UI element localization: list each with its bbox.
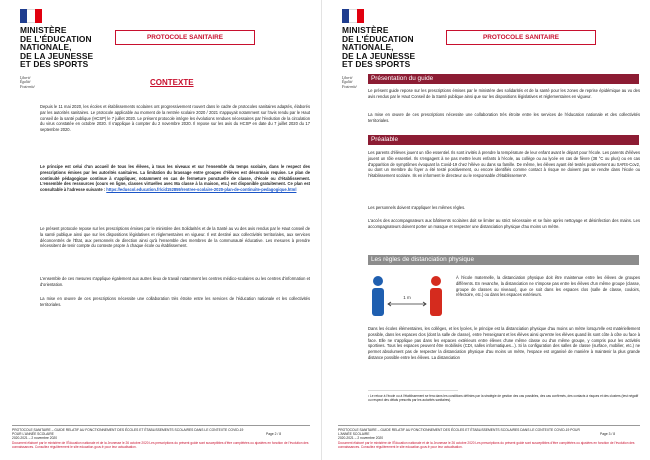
ministry-line: DE L'ÉDUCATION [342, 33, 414, 44]
document-notice: Document élaboré par le ministère de l'Éducation nationale et de la Jeunesse le 26 octobre 2020 Les prescriptions du présent guide sont susceptibles d'être complétées ou ajustées en fonction de l'évolution des connaissances. Consultez régulièrement le site education.gouv.fr pour leur actualisation. [12, 441, 309, 449]
person-blue-icon [372, 276, 384, 316]
footer-rule [338, 425, 640, 426]
distance-label: 1 m [403, 295, 411, 300]
ministry-line: NATIONALE, [342, 42, 394, 53]
footer-line: 2020-2021 – 2 novembre 2020 [12, 436, 58, 440]
document-notice: Document élaboré par le ministère de l'Éducation nationale et de la Jeunesse le 26 octobre 2020 Les prescriptions du présent guide sont susceptibles d'être complétées ou ajustées en fonction de l'évolution des connaissances. Consultez régulièrement le site education.gouv.fr pour leur actualisation. [338, 441, 635, 449]
french-flag-icon [342, 9, 364, 23]
footnote: ¹ Le retour à l'école ou à l'établissement se fera dans les conditions définies par la stratégie de gestion des cas possibles, des cas confirmés, des contacts à risques et des clusters (test négatif ou respect des délais prescrits par les autorités sanitaires). [368, 394, 639, 402]
page-number: Page 2 / 8 [266, 432, 282, 436]
paragraph: À l'école maternelle, la distanciation physique doit être maintenue entre les élèves de groupes différents. En revanche, la distanciation ne s'impose pas entre les élèves d'un même groupe (classe, groupe de classes ou niveaux), que ce soit dans les espaces clos (salle de classe, couloirs, réfectoire, etc.) ou dans les espaces extérieurs. [456, 275, 640, 298]
page-number: Page 3 / 8 [600, 432, 616, 436]
paragraph: Les personnels doivent s'appliquer les mêmes règles. [368, 205, 466, 210]
paragraph: La mise en œuvre de ces prescriptions nécessite une collaboration très étroite entre les services de l'éducation nationale et des collectivités territoriales. [368, 112, 640, 123]
paragraph: L'accès des accompagnateurs aux bâtiments scolaires doit se limiter au strict nécessaire et se faire après nettoyage et désinfection des mains. Les accompagnateurs doivent porter un masque et respecter une distanciation physique d'au moins un mètre. [368, 218, 640, 229]
continuity-link[interactable]: https://eduscol.education.fr/cid152859/rentree-scolaire-2020-plan-de-continuite-pedagogique.html [106, 187, 297, 193]
paragraph-text: Les parents d'élèves jouent un rôle essentiel. Ils s'engagent à ne pas mettre leurs enfants à l'école, au collège ou au lycée en cas de fièvre (38 °C ou plus) ou en cas d'apparition de symptômes évoquant la Covid-19 chez l'élève ou dans sa famille. De même, les élèves ayant été testés positivement au SARS-Cov2, ou dont un membre du foyer a été testé positivement, ou encore identifiés comme contact à risque ne doivent pas se rendre dans l'école ou l'établissement scolaire. Ils en informent le directeur ou le responsable d'établissement¹. [368, 150, 640, 179]
footer [338, 428, 583, 440]
motto [342, 76, 357, 89]
protocol-label: PROTOCOLE SANITAIRE [446, 30, 596, 45]
french-flag-icon [20, 9, 42, 23]
motto-line: Liberté [342, 76, 353, 80]
ministry-line: NATIONALE, [20, 42, 72, 53]
page-2 [0, 0, 322, 460]
paragraph-text: Les parents d'élèves jouent un rôle essentiel. Ils sont invités à prendre la température de leur enfant avant le départ pour l'école. [368, 150, 602, 155]
section-header: Les règles de distanciation physique [368, 255, 639, 265]
footer-line: PROTOCOLE SANITAIRE – GUIDE RELATIF AU FONCTIONNEMENT DES ÉCOLES ET ÉTABLISSEMENTS SCOLAIRES DANS LE CONTEXTE COVID-19 POUR L'ANNÉE SCOLAIRE [338, 428, 580, 436]
motto-line: Fraternité [342, 84, 357, 89]
paragraph-text: Le principe est celui d'un accueil de tous les élèves, à tous les niveaux et sur l'ensemble du temps scolaire, dans le respect des prescriptions émises par les autorités sanitaires. La limitation du brassage entre groupes d'élèves est désormais requise. Le plan de continuité pédagogique continue à s'appliquer, notamment en cas de fermeture ponctuelle de classe, d'école ou d'établissement. L'ensemble des ressources (cours en ligne, classes virtuelles avec Ma classe à la maison, etc.) est disponible gratuitement. Ce plan est consultable à l'adresse suivante : [40, 164, 310, 193]
paragraph: La mise en œuvre de ces prescriptions nécessite une collaboration très étroite entre les services de l'éducation nationale et les collectivités territoriales. [40, 296, 310, 307]
distance-illustration [368, 274, 448, 318]
paragraph: Le présent guide repose sur les prescriptions émises par le ministère des solidarités et de la santé pour les zones de reprise épidémique au vu des avis rendus par le Haut Conseil de la Santé publique ainsi que sur les dispositions législatives et réglementaires en vigueur. [368, 88, 640, 99]
ministry-logo-text [342, 26, 415, 69]
section-header: Présentation du guide [368, 74, 639, 84]
ministry-line: MINISTÈRE [342, 25, 389, 35]
ministry-line: DE LA JEUNESSE [20, 50, 94, 61]
footer-line: 2020-2021 – 2 novembre 2020 [338, 436, 384, 440]
ministry-line: ET DES SPORTS [20, 59, 89, 70]
ministry-line: DE L'ÉDUCATION [20, 33, 92, 44]
motto [20, 76, 35, 89]
ministry-logo-text [20, 26, 93, 69]
paragraph: Depuis le 11 mai 2020, les écoles et établissements scolaires ont progressivement rouvert dans le cadre de protocoles sanitaires adaptés, élaborés par les autorités sanitaires. Le protocole applicable au moment de la rentrée scolaire 2020 / 2021 s'appuyait notamment sur l'avis rendu par le Haut conseil de la santé publique (HCSP) le 7 juillet 2020. Le présent protocole intègre les évolutions rendues nécessaires par l'évolution de la circulation du virus constatée en octobre 2020. Il s'applique à compter du 2 novembre 2020. Il repose sur les avis du HCSP en date du 7 juillet 2020 du 17 septembre 2020. [40, 104, 310, 133]
footer-line: PROTOCOLE SANITAIRE – GUIDE RELATIF AU FONCTIONNEMENT DES ÉCOLES ET ÉTABLISSEMENTS SCOLAIRES DANS LE CONTEXTE COVID-19 POUR L'ANNÉE SCOLAIRE [12, 428, 244, 436]
motto-line: Égalité [20, 80, 31, 85]
footer-rule [12, 425, 310, 426]
motto-line: Liberté [20, 76, 31, 80]
paragraph-bold [40, 164, 310, 193]
footer [12, 428, 252, 440]
paragraph [368, 150, 640, 179]
page-3 [328, 0, 650, 460]
ministry-line: ET DES SPORTS [342, 59, 411, 70]
footnote-rule [368, 390, 458, 391]
person-red-icon [430, 276, 442, 316]
ministry-line: MINISTÈRE [20, 25, 67, 35]
motto-line: Égalité [342, 80, 353, 85]
motto-line: Fraternité [20, 84, 35, 89]
paragraph: L'ensemble de ces mesures s'applique également aux autres lieux de travail notamment les centres médico-scolaires ou les centres d'information et d'orientation. [40, 276, 310, 287]
section-header: Préalable [368, 135, 639, 145]
page-title: CONTEXTE [150, 78, 194, 87]
paragraph: Le présent protocole repose sur les prescriptions émises par le ministère des Solidarités et de la Santé au vu des avis rendus par le Haut conseil de la santé publique ainsi que sur les dispositions législatives et réglementaires en vigueur. Il est destiné aux collectivités territoriales, aux services déconcentrés de l'État, aux personnels de direction ainsi qu'à l'ensemble des membres de la communauté éducative. Les mesures à prendre nécessitent de tenir compte du contexte propre à chaque école ou établissement. [40, 226, 310, 249]
ministry-line: DE LA JEUNESSE [342, 50, 416, 61]
protocol-label: PROTOCOLE SANITAIRE [115, 30, 255, 45]
paragraph: Dans les écoles élémentaires, les collèges, et les lycées, le principe est la distanciation physique d'au moins un mètre lorsqu'elle est matériellement possible, dans les espaces clos (dont la salle de classe), entre l'enseignant et les élèves ainsi qu'entre les élèves quand ils sont côte à côte ou face à face. Elle ne s'applique pas dans les espaces extérieurs entre élèves d'une même classe ou d'un même groupe, y compris pour les activités sportives. Tous les espaces peuvent être mobilisés (CDI, salles informatiques...). Si la configuration des salles de classe (surface, mobilier, etc.) ne permet absolument pas de respecter la distanciation physique d'au moins un mètre, l'espace est organisé de manière à maintenir la plus grande distance possible entre les élèves. La distanciation [368, 326, 640, 360]
